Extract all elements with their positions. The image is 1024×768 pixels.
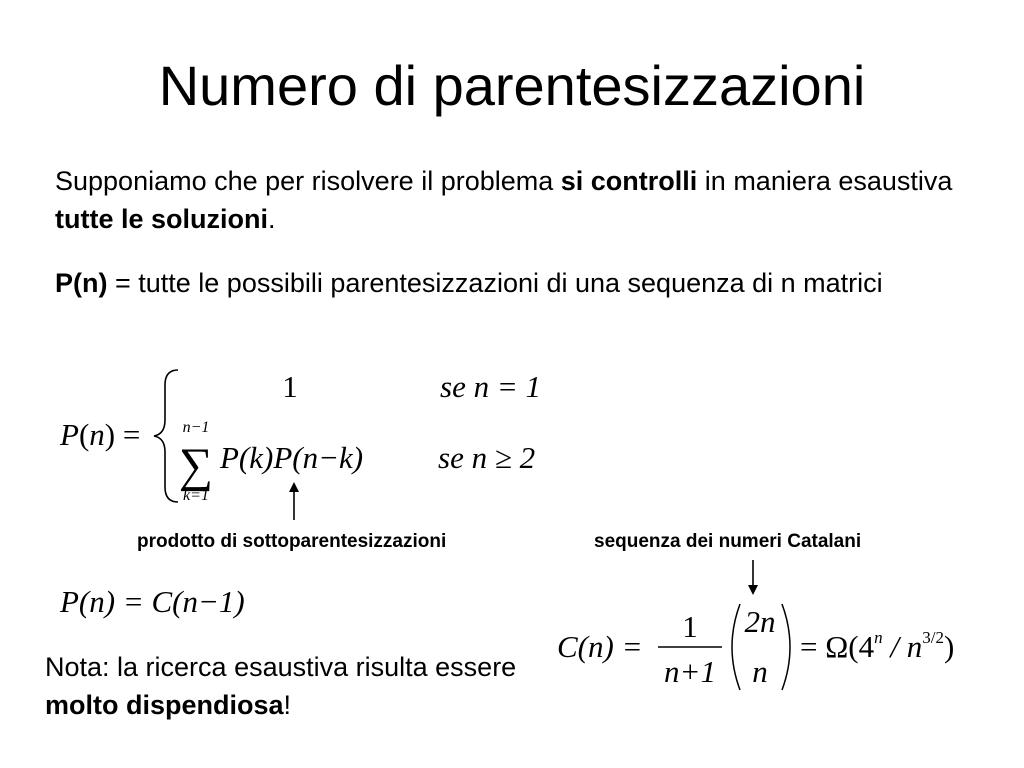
slide-title: Numero di parentesizzazioni — [158, 54, 866, 117]
catalan-formula — [557, 604, 954, 690]
intro-text-3: . — [268, 204, 276, 234]
case2-expression: P(k)P(n−k) — [220, 440, 364, 475]
binom-bottom: n — [752, 654, 768, 689]
binom-left-paren — [732, 604, 740, 690]
left-brace — [154, 370, 178, 502]
fraction-denominator: n+1 — [664, 654, 716, 689]
catalan-relation: P(n) = C(n−1) — [60, 584, 245, 619]
sum-upper-limit: n−1 — [182, 419, 210, 436]
note-bold: molto dispendiosa — [45, 690, 284, 720]
case1-value: 1 — [282, 369, 298, 404]
note-text-2: ! — [283, 690, 292, 720]
binom-right-paren — [782, 604, 790, 690]
catalan-lhs: C(n) = — [557, 629, 643, 664]
intro-text-1: Supponiamo che per risolvere il problema — [55, 166, 561, 196]
fraction-numerator: 1 — [682, 609, 698, 644]
case2-condition: se n ≥ 2 — [438, 440, 536, 475]
down-arrow — [748, 560, 758, 595]
catalan-rhs: = $\Omega(4^n / n^{3/2})$ — [800, 628, 955, 664]
summation-symbol: ∑ — [178, 439, 214, 492]
binom-top: 2n — [744, 604, 776, 639]
intro-text-2: in maniera esaustiva — [697, 166, 953, 196]
intro-bold-1: si controlli — [560, 166, 698, 196]
intro-bold-2: tutte le soluzioni — [55, 204, 268, 234]
product-annotation: prodotto di sottoparentesizzazioni — [137, 531, 447, 552]
definition-text: = tutte le possibili parentesizzazioni di una sequenza di n matrici — [107, 268, 883, 298]
up-arrow — [289, 482, 299, 520]
definition-term: P(n) — [55, 268, 108, 298]
note-paragraph — [45, 648, 545, 724]
recurrence-formula — [59, 369, 541, 504]
note-text-1: Nota: la ricerca esaustiva risulta essere — [45, 652, 517, 682]
sum-lower-limit: k=1 — [183, 487, 209, 504]
recurrence-lhs: P(n) = — [60, 417, 141, 452]
case1-condition: se n = 1 — [440, 369, 541, 404]
catalan-annotation: sequenza dei numeri Catalani — [594, 531, 862, 552]
